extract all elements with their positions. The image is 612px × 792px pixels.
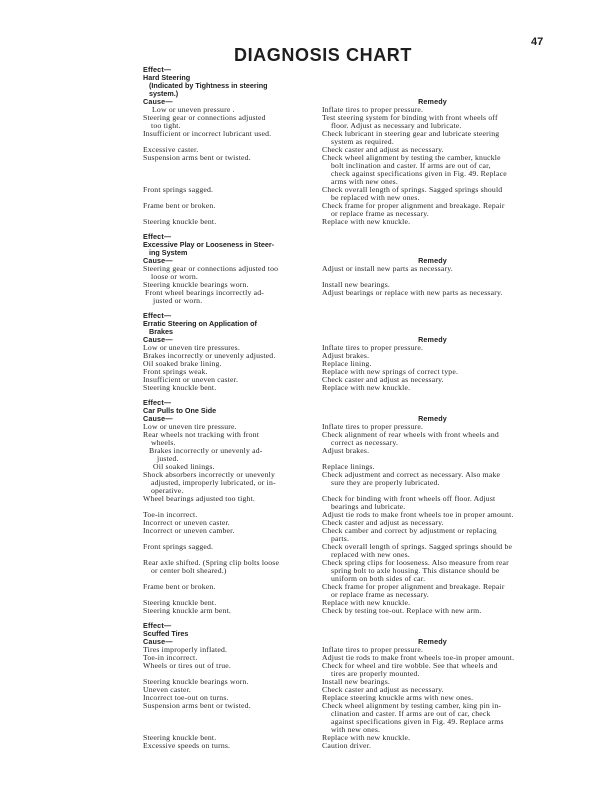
- cause-text: Oil soaked brake lining.: [143, 359, 222, 368]
- remedy-text: Check caster and adjust as necessary.: [322, 145, 444, 154]
- cause-text: Excessive speeds on turns.: [143, 741, 231, 750]
- remedy-label: Remedy: [418, 256, 447, 265]
- cause-label: Cause—: [143, 414, 173, 423]
- effect-section: [143, 66, 543, 226]
- diagnosis-row: [143, 495, 543, 511]
- cause-text: Uneven caster.: [143, 685, 192, 694]
- cause-label: Cause—: [143, 256, 173, 265]
- cause-text: Low or uneven tire pressures.: [143, 343, 240, 352]
- cause-text: Rear wheels not tracking with front wheels.: [143, 430, 260, 447]
- effect-title: Excessive Play or Looseness in Steer- ing System: [143, 240, 275, 257]
- effect-label: Effect—: [143, 65, 172, 74]
- cause-text: Incorrect toe-out on turns.: [143, 693, 229, 702]
- diagnosis-row: [143, 662, 543, 678]
- remedy-label: Remedy: [418, 335, 447, 344]
- cause-label: Cause—: [143, 97, 173, 106]
- cause-text: Rear axle shifted. (Spring clip bolts loose or center bolt sheared.): [143, 558, 280, 575]
- effect-title: Erratic Steering on Application of Brakes: [143, 319, 257, 336]
- cause-text: Wheel bearings adjusted too tight.: [143, 494, 256, 503]
- remedy-text: Check caster and adjust as necessary.: [322, 685, 444, 694]
- effect-section: [143, 399, 543, 615]
- remedy-text: Adjust tie rods to make front wheels toe-in proper amount.: [322, 653, 515, 662]
- cause-label: Cause—: [143, 335, 173, 344]
- cause-text: Frame bent or broken.: [143, 201, 216, 210]
- diagnosis-row: [143, 202, 543, 218]
- remedy-text: Check wheel alignment by testing camber, king pin in- clination and caster. If arms are out of car, check against specifications given in Fig. 49. Replace arms with new ones.: [322, 701, 504, 734]
- diagnosis-row: [143, 559, 543, 583]
- remedy-text: Check wheel alignment by testing the camber, knuckle bolt inclination and caster. If arms are out of car, check against specifications given in Fig. 49. Replace arms with new ones.: [322, 153, 507, 186]
- remedy-text: Inflate tires to proper pressure.: [322, 645, 424, 654]
- cause-text: Wheels or tires out of true.: [143, 661, 232, 670]
- diagnosis-row: [143, 607, 543, 615]
- cause-label: Cause—: [143, 637, 173, 646]
- cause-text: Steering gear or connections adjusted too loose or worn.: [143, 264, 279, 281]
- diagnosis-row: [143, 154, 543, 186]
- remedy-text: Replace lining.: [322, 359, 372, 368]
- cause-text: Steering gear or connections adjusted too tight.: [143, 113, 266, 130]
- cause-text: Brakes incorrectly or unevenly adjusted.: [143, 351, 276, 360]
- remedy-text: Check adjustment and correct as necessary. Also make sure they are properly lubricated.: [322, 470, 501, 487]
- diagnosis-row: [143, 431, 543, 447]
- cause-text: Steering knuckle arm bent.: [143, 606, 232, 615]
- remedy-text: Check spring clips for looseness. Also measure from rear spring bolt to axle housing. This distance should be uniform on both sides of car.: [322, 558, 509, 583]
- remedy-text: Check for wheel and tire wobble. See that wheels and tires are properly mounted.: [322, 661, 498, 678]
- remedy-text: Check overall length of springs. Sagged springs should be replaced with new ones.: [322, 185, 503, 202]
- remedy-label: Remedy: [418, 414, 447, 423]
- remedy-text: Adjust tie rods to make front wheels toe in proper amount.: [322, 510, 514, 519]
- cause-text: Frame bent or broken.: [143, 582, 216, 591]
- diagnosis-row: [143, 265, 543, 281]
- remedy-text: Adjust bearings or replace with new parts as necessary.: [322, 288, 503, 297]
- remedy-text: Check camber and correct by adjustment or replacing parts.: [322, 526, 497, 543]
- cause-text: Tires improperly inflated.: [143, 645, 228, 654]
- cause-text: Oil soaked linings.: [153, 462, 215, 471]
- cause-text: Steering knuckle bent.: [143, 598, 217, 607]
- cause-text: Shock absorbers incorrectly or unevenly adjusted, improperly lubricated, or in- operative.: [143, 470, 276, 495]
- cause-text: Suspension arms bent or twisted.: [143, 701, 251, 710]
- remedy-text: Replace with new springs of correct type.: [322, 367, 459, 376]
- cause-text: Incorrect or uneven caster.: [143, 518, 230, 527]
- remedy-text: Inflate tires to proper pressure.: [322, 105, 424, 114]
- diagnosis-row: [143, 742, 543, 750]
- diagnosis-row: [143, 543, 543, 559]
- remedy-text: Replace linings.: [322, 462, 375, 471]
- diagnosis-row: [143, 447, 543, 463]
- remedy-text: Check alignment of rear wheels with front wheels and correct as necessary.: [322, 430, 499, 447]
- remedy-text: Replace with new knuckle.: [322, 383, 411, 392]
- remedy-text: Adjust brakes.: [322, 351, 370, 360]
- remedy-text: Adjust or install new parts as necessary.: [322, 264, 453, 273]
- remedy-label: Remedy: [418, 637, 447, 646]
- cause-text: Excessive caster.: [143, 145, 199, 154]
- cause-text: Front springs sagged.: [143, 185, 214, 194]
- remedy-text: Replace with new knuckle.: [322, 733, 411, 742]
- cause-text: Steering knuckle bearings worn.: [143, 677, 249, 686]
- diagnosis-row: [143, 471, 543, 495]
- remedy-text: Inflate tires to proper pressure.: [322, 343, 424, 352]
- remedy-text: Install new bearings.: [322, 677, 391, 686]
- cause-text: Front springs weak.: [143, 367, 208, 376]
- remedy-text: Replace with new knuckle.: [322, 598, 411, 607]
- effect-section: [143, 233, 543, 305]
- effect-label: Effect—: [143, 398, 172, 407]
- diagnosis-row: [143, 289, 543, 305]
- remedy-text: Check frame for proper alignment and breakage. Repair or replace frame as necessary.: [322, 582, 505, 599]
- cause-text: Incorrect or uneven camber.: [143, 526, 235, 535]
- effect-title: Scuffed Tires: [143, 629, 189, 638]
- cause-text: Insufficient or uneven caster.: [143, 375, 239, 384]
- page-title: DIAGNOSIS CHART: [233, 45, 412, 65]
- cause-text: Steering knuckle bearings worn.: [143, 280, 249, 289]
- cause-text: Low or uneven pressure .: [152, 105, 235, 114]
- diagnosis-row: [143, 186, 543, 202]
- remedy-text: Check lubricant in steering gear and lubricate steering system as required.: [322, 129, 500, 146]
- diagnosis-row: [143, 583, 543, 599]
- diagnosis-row: [143, 702, 543, 734]
- remedy-text: Inflate tires to proper pressure.: [322, 422, 424, 431]
- page-number: 47: [531, 36, 544, 48]
- cause-text: Brakes incorrectly or unevenly ad- justed.: [149, 446, 263, 463]
- cause-text: Low or uneven tire pressure.: [143, 422, 237, 431]
- cause-text: Toe-in incorrect.: [143, 653, 198, 662]
- effect-title: Hard Steering (Indicated by Tightness in steering system.): [143, 73, 268, 98]
- remedy-text: Check caster and adjust as necessary.: [322, 375, 444, 384]
- diagnosis-row: [143, 218, 543, 226]
- remedy-text: Adjust brakes.: [322, 446, 370, 455]
- remedy-text: Install new bearings.: [322, 280, 391, 289]
- diagnosis-row: [143, 114, 543, 130]
- effect-label: Effect—: [143, 232, 172, 241]
- diagnosis-row: [143, 527, 543, 543]
- cause-text: Steering knuckle bent.: [143, 733, 217, 742]
- cause-text: Suspension arms bent or twisted.: [143, 153, 251, 162]
- cause-text: Steering knuckle bent.: [143, 217, 217, 226]
- effect-label: Effect—: [143, 621, 172, 630]
- remedy-text: Test steering system for binding with front wheels off floor. Adjust as necessary and lubricate.: [322, 113, 498, 130]
- remedy-text: Caution driver.: [322, 741, 372, 750]
- cause-text: Insufficient or incorrect lubricant used.: [143, 129, 272, 138]
- effect-label: Effect—: [143, 311, 172, 320]
- remedy-label: Remedy: [418, 97, 447, 106]
- cause-text: Front wheel bearings incorrectly ad- justed or worn.: [145, 288, 265, 305]
- remedy-text: Check by testing toe-out. Replace with new arm.: [322, 606, 482, 615]
- remedy-text: Check caster and adjust as necessary.: [322, 518, 444, 527]
- diagnosis-row: [143, 130, 543, 146]
- effect-section: [143, 622, 543, 750]
- cause-text: Toe-in incorrect.: [143, 510, 198, 519]
- cause-text: Steering knuckle bent.: [143, 383, 217, 392]
- effect-title: Car Pulls to One Side: [143, 406, 217, 415]
- cause-text: Front springs sagged.: [143, 542, 214, 551]
- remedy-text: Replace with new knuckle.: [322, 217, 411, 226]
- diagnosis-row: [143, 384, 543, 392]
- remedy-text: Check overall length of springs. Sagged springs should be replaced with new ones.: [322, 542, 513, 559]
- remedy-text: Replace steering knuckle arms with new ones.: [322, 693, 474, 702]
- remedy-text: Check frame for proper alignment and breakage. Repair or replace frame as necessary.: [322, 201, 505, 218]
- effect-section: [143, 312, 543, 392]
- remedy-text: Check for binding with front wheels off floor. Adjust bearings and lubricate.: [322, 494, 496, 511]
- diagnosis-chart: [143, 66, 543, 757]
